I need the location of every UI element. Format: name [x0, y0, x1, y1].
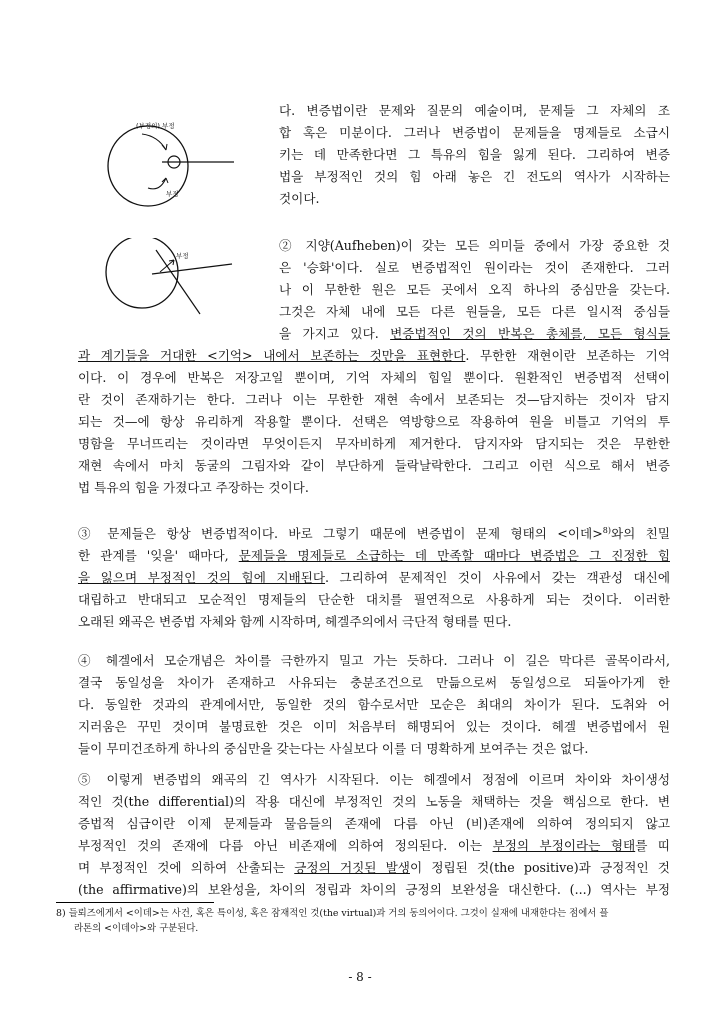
- text-line: 이다. 이 경우에 반복은 저장고일 뿐이며, 기억 자체의 힘일 뿐이다. 원환적인 변증법적 선택이: [78, 370, 670, 385]
- text-line: 다. 동일한 것과의 관계에서만, 동일한 것의 함수로서만 모순은 최대의 차이가 된다. 도취와 어: [78, 697, 670, 712]
- text-line: ③ 문제들은 항상 변증법적이다. 바로 그렇기 때문에 변증법이 문제 형태의 <이데>$^{8)}$와의 친밀: [78, 526, 670, 542]
- text-line: 며 부정적인 것에 의하여 산출되는 긍정의 거짓된 발생이 정립된 것(the positive)과 긍정적인 것: [78, 860, 670, 875]
- underlined-phrase: 긍정의 거짓된 발생: [294, 860, 410, 875]
- text-line: 명함을 무너뜨리는 것이라면 무엇이든지 무자비하게 제거한다. 담지자와 담지되는 것은 무한한: [78, 436, 670, 451]
- arrow-line: [160, 260, 174, 272]
- text-line: 을 잃으며 부정적인 것의 힘에 지배된다. 그리하여 문제적인 것이 사유에서 갖는 객관성 대신에: [78, 570, 670, 586]
- page-number: - 8 -: [348, 970, 372, 984]
- footnote-line: 8) 들뢰즈에게서 <이데>는 사건, 혹은 특이성, 혹은 잠재적인 것(the virtual)과 거의 동의어이다. 그것이 실재에 내재한다는 점에서 플: [56, 908, 609, 919]
- text-line: 대립하고 반대되고 모순적인 명제들의 단순한 대치를 필연적으로 사용하게 되는 것이다. 이러한: [78, 592, 670, 608]
- text-line: 그것은 자체 내에 모든 다른 원들을, 모든 다른 일시적 중심들: [279, 304, 670, 319]
- footnote-line: 라톤의 <이데아>와 구분된다.: [74, 923, 199, 934]
- footnote-rule: [56, 902, 214, 903]
- underlined-phrase: 변증법적인 것의 반복은 총체를, 모든 형식들: [390, 326, 671, 341]
- text-line: 합 혹은 미분이다. 그러나 변증법이 문제들을 명제들로 소급시: [279, 125, 670, 140]
- curved-arrow-bottom: [148, 178, 166, 189]
- circle: [106, 238, 178, 308]
- text-line: 오래된 왜곡은 변증법 자체와 함께 시작하며, 헤겔주의에서 극단적 형태를 띤다.: [78, 614, 512, 630]
- text-line: 결국 동일성을 차이가 존재하고 사유되는 충분조건으로 만듦으로써 동일성으로 되돌아가게 한: [78, 675, 670, 690]
- footnote-ref: 8): [602, 526, 611, 535]
- text-line: 되는 것—에 항상 유리하게 작용할 뿐이다. 선택은 역방향으로 작용하여 원을 비틀고 기억의 투: [78, 414, 670, 429]
- text-line: 란 것이 존재하기는 한다. 그러나 이는 무한한 재현 속에서 보존되는 것—담지하는 것이자 담지: [78, 392, 670, 407]
- text-line: 과 계기들을 거대한 <기억> 내에서 보존하는 것만을 표현한다. 무한한 재현이란 보존하는 기억: [78, 348, 671, 363]
- text-line: 증법적 심급이란 이제 문제들과 물음들의 존재에 다름 아닌 (비)존재에 의하여 정의되지 않고: [78, 816, 670, 831]
- underlined-phrase: 문제들을 명제들로 소급하는 데 만족할 때마다 변증법은 그 진정한 힘: [238, 548, 670, 564]
- underlined-phrase: 부정의 부정이라는 형태: [492, 838, 636, 853]
- curved-arrow-top: [142, 134, 166, 150]
- paragraph-2-head: [279, 235, 670, 345]
- footnote: [56, 906, 668, 936]
- paragraph-5: [78, 769, 670, 901]
- text-line: 다. 변증법이란 문제와 질문의 예술이며, 문제들 그 자체의 조: [279, 103, 670, 118]
- underlined-phrase: 을 잃으며 부정적인 것의 힘에 지배된다: [78, 570, 326, 586]
- text-line: (the affirmative)의 보완성을, 차이의 정립과 차이의 긍정의 보완성을 대신한다. (...) 역사는 부정: [78, 882, 670, 897]
- text-line: 부정적인 것의 존재에 다름 아닌 비존재에 의하여 정의된다. 이는 부정의 부정이라는 형태를 띠: [78, 838, 670, 853]
- underlined-phrase: 과 계기들을 거대한 <기억> 내에서 보존하는 것만을 표현한다: [78, 348, 466, 363]
- text-line: 법 특유의 힘을 가졌다고 주장하는 것이다.: [78, 480, 309, 495]
- text-line: 키는 데 만족한다면 그 특유의 힘을 잃게 된다. 그리하여 변증: [279, 147, 670, 162]
- text-line: 한 관계를 '잊을' 때마다, 문제들을 명제들로 소급하는 데 만족할 때마다 변증법은 그 진정한 힘: [78, 548, 670, 564]
- text-line: 들이 무미건조하게 하나의 중심만을 갖는다는 사실보다 이를 더 명확하게 보여주는 것은 없다.: [78, 741, 589, 756]
- label-negation-2: 부정: [176, 252, 189, 260]
- paragraph-1: [279, 100, 670, 210]
- figure-negation-of-negation: [96, 118, 256, 218]
- text-line: 나 이 무한한 원은 모든 곳에서 오직 하나의 중심만을 갖는다.: [279, 282, 670, 297]
- paragraph-4: [78, 650, 670, 760]
- text-line: ④ 헤겔에서 모순개념은 차이를 극한까지 밀고 가는 듯하다. 그러나 이 길은 막다른 골목이라서,: [78, 653, 670, 668]
- text-line: 것이다.: [279, 191, 320, 206]
- text-line: 재현 속에서 마치 동굴의 그림자와 같이 부단하게 들락날락한다. 그리고 이런 식으로 해서 변증: [78, 458, 670, 473]
- text-line: 법을 부정적인 것의 힘 아래 놓은 긴 전도의 역사가 시작하는: [279, 169, 670, 184]
- text-line: ⑤ 이렇게 변증법의 왜곡의 긴 역사가 시작된다. 이는 헤겔에서 정점에 이르며 차이와 차이생성: [78, 772, 670, 787]
- paragraph-2-body: [78, 345, 670, 499]
- label-negation: 부정: [166, 190, 179, 198]
- label-negation-of-negation: (부정의) 부정: [136, 122, 175, 130]
- figure-dialectical-circle: [96, 238, 256, 318]
- text-line: 을 가지고 있다. 변증법적인 것의 반복은 총체를, 모든 형식들: [279, 326, 671, 341]
- paragraph-3: [78, 520, 670, 633]
- text-line: 은 '승화'이다. 실로 변증법적인 원이라는 것이 존재한다. 그러: [279, 260, 670, 275]
- text-line: 적인 것(the differential)의 작용 대신에 부정적인 것의 노동을 채택하는 것을 핵심으로 한다. 변: [78, 794, 670, 809]
- text-line: ② 지양(Aufheben)이 갖는 모든 의미들 중에서 가장 중요한 것: [279, 238, 670, 253]
- text-line: 지러움은 꾸민 것이며 불명료한 것은 이미 처음부터 해명되어 있는 것이다. 헤겔 변증법에서 원: [78, 719, 670, 734]
